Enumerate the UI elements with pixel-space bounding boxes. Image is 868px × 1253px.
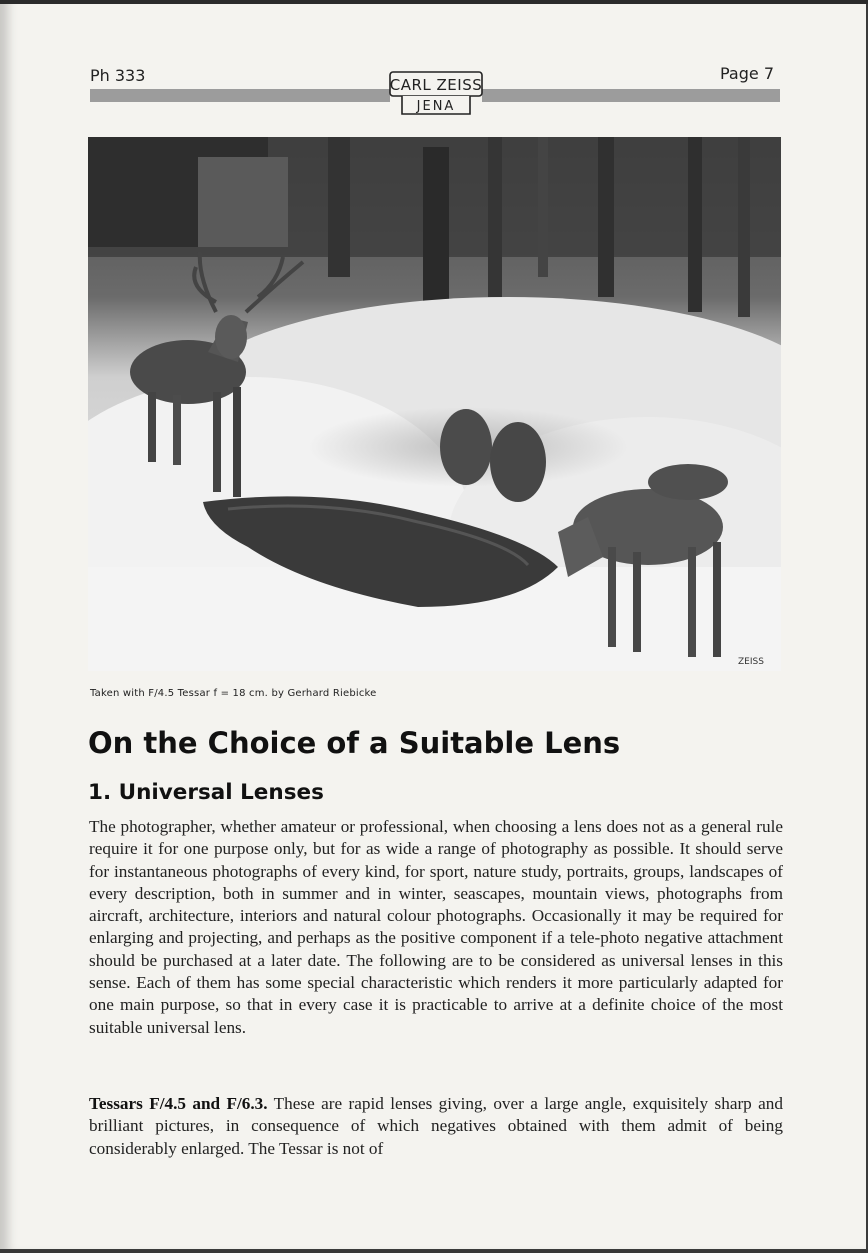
header-rule-left — [90, 89, 390, 102]
top-edge — [0, 0, 868, 4]
paragraph-lead: Tessars F/4.5 and F/6.3. — [89, 1094, 268, 1113]
page-number: Page 7 — [720, 64, 774, 83]
carl-zeiss-jena-logo — [388, 70, 484, 118]
svg-text:JENA: JENA — [416, 99, 456, 114]
deer-in-snow-photograph — [88, 137, 781, 671]
publication-reference: Ph 333 — [90, 66, 146, 85]
body-paragraph-1: The photographer, whether amateur or professional, when choosing a lens does not as a general rule require it for one purpose only, but for as wide a range of photography as possible. It should serve for instantaneous photographs of every kind, for sport, nature study, portraits, groups, landscapes of every description, both in summer and in winter, seascapes, mountain views, photographs from aircraft, architecture, interiors and natural colour photographs. Occasionally it may be required for enlarging and projecting, and perhaps as the positive component if a tele-photo negative attachment should be purchased at a later date. The following are to be considered as universal lenses in this sense. Each of them has some special characteristic which renders it more particularly adapted for one main purpose, so that in every case it is practicable to arrive at a definite choice of the most suitable universal lens. — [89, 817, 783, 1037]
page-title: On the Choice of a Suitable Lens — [88, 726, 621, 760]
photo-caption: Taken with F/4.5 Tessar f = 18 cm. by Gerhard Riebicke — [90, 688, 377, 699]
photo-watermark: ZEISS — [738, 657, 764, 667]
paragraph-text: These are rapid lenses giving, over a large angle, exquisitely sharp and brilliant pictures, in consequence of which negatives obtained with them admit of being considerably enlarged. The Tessar is not of — [89, 1094, 783, 1158]
body-paragraph-2 — [89, 1093, 783, 1160]
svg-text:CARL ZEISS: CARL ZEISS — [389, 76, 483, 94]
section-heading: 1. Universal Lenses — [88, 780, 324, 805]
header-rule-right — [482, 89, 780, 102]
